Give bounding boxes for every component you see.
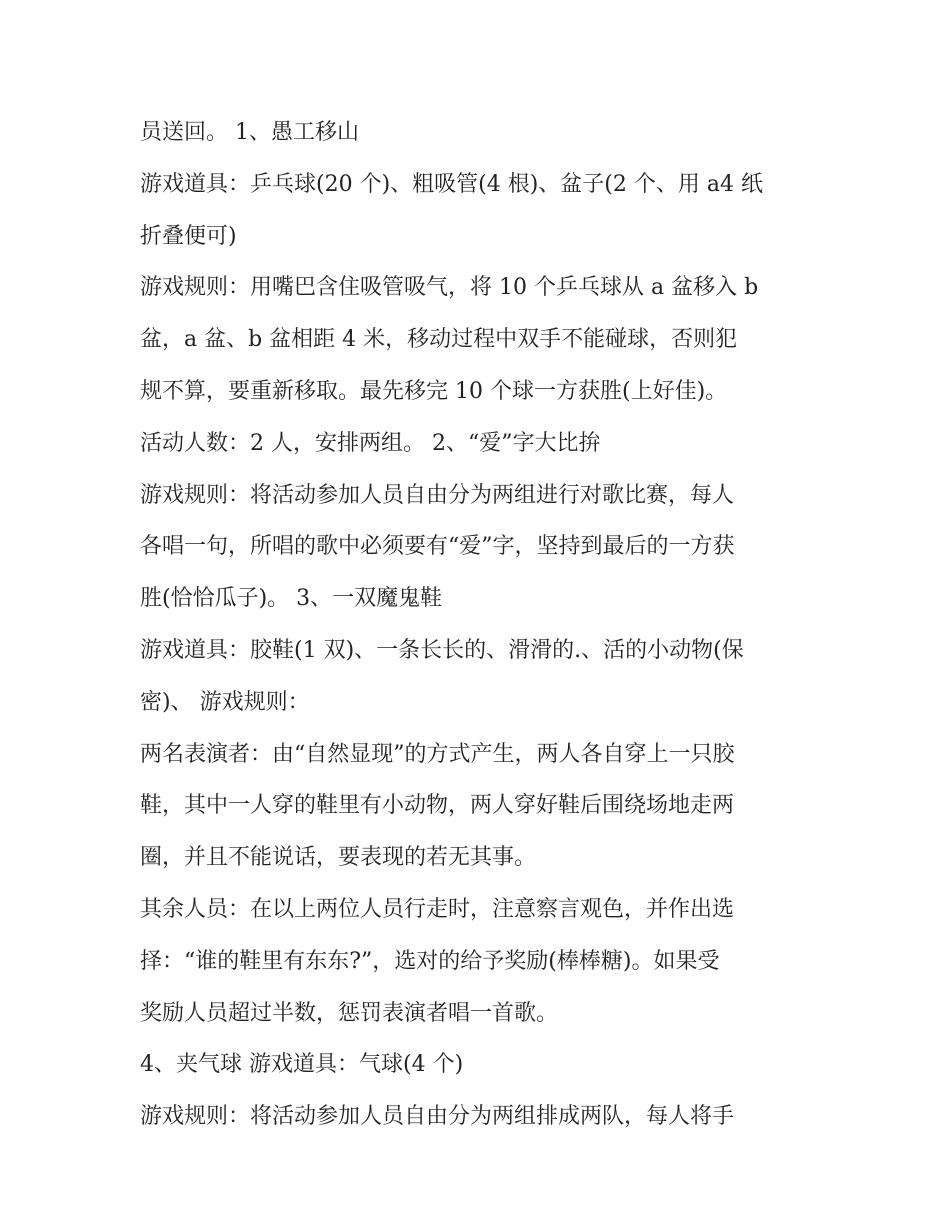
document-body [140, 107, 820, 1143]
text-line: 奖励人员超过半数，惩罚表演者唱一首歌。 [140, 1000, 559, 1026]
text-line: 折叠便可) [140, 223, 237, 249]
text-line: 游戏规则：用嘴巴含住吸管吸气，将 10 个乒乓球从 a 盆移入 b [140, 275, 759, 301]
text-line: 各唱一句，所唱的歌中必须要有“爱”字，坚持到最后的一方获 [140, 534, 735, 560]
text-line: 圈，并且不能说话，要表现的若无其事。 [140, 845, 537, 871]
text-line: 鞋，其中一人穿的鞋里有小动物，两人穿好鞋后围绕场地走两 [140, 793, 735, 819]
text-line: 4、夹气球 游戏道具：气球(4 个) [140, 1052, 464, 1078]
text-line: 两名表演者：由“自然显现”的方式产生，两人各自穿上一只胶 [140, 741, 735, 767]
text-line: 密)、 游戏规则： [140, 689, 310, 715]
text-line: 胜(恰恰瓜子)。 3、一双魔鬼鞋 [140, 586, 443, 612]
text-line: 择：“谁的鞋里有东东?”，选对的给予奖励(棒棒糖)。如果受 [140, 948, 720, 974]
text-line: 员送回。 1、愚工移山 [140, 120, 359, 145]
text-line: 活动人数：2 人，安排两组。 2、“爱”字大比拚 [140, 430, 601, 456]
text-line: 游戏规则：将活动参加人员自由分为两组进行对歌比赛，每人 [140, 482, 735, 508]
text-line: 其余人员：在以上两位人员行走时，注意察言观色，并作出选 [140, 896, 735, 922]
text-line: 游戏道具：乒乓球(20 个)、粗吸管(4 根)、盆子(2 个、用 a4 纸 [140, 171, 763, 197]
text-line: 盆，a 盆、b 盆相距 4 米，移动过程中双手不能碰球，否则犯 [140, 327, 738, 353]
text-line: 游戏道具：胶鞋(1 双)、一条长长的、滑滑的.、活的小动物(保 [140, 637, 744, 663]
text-line: 规不算，要重新移取。最先移完 10 个球一方获胜(上好佳)。 [140, 378, 728, 404]
text-line: 游戏规则：将活动参加人员自由分为两组排成两队，每人将手 [140, 1104, 735, 1130]
